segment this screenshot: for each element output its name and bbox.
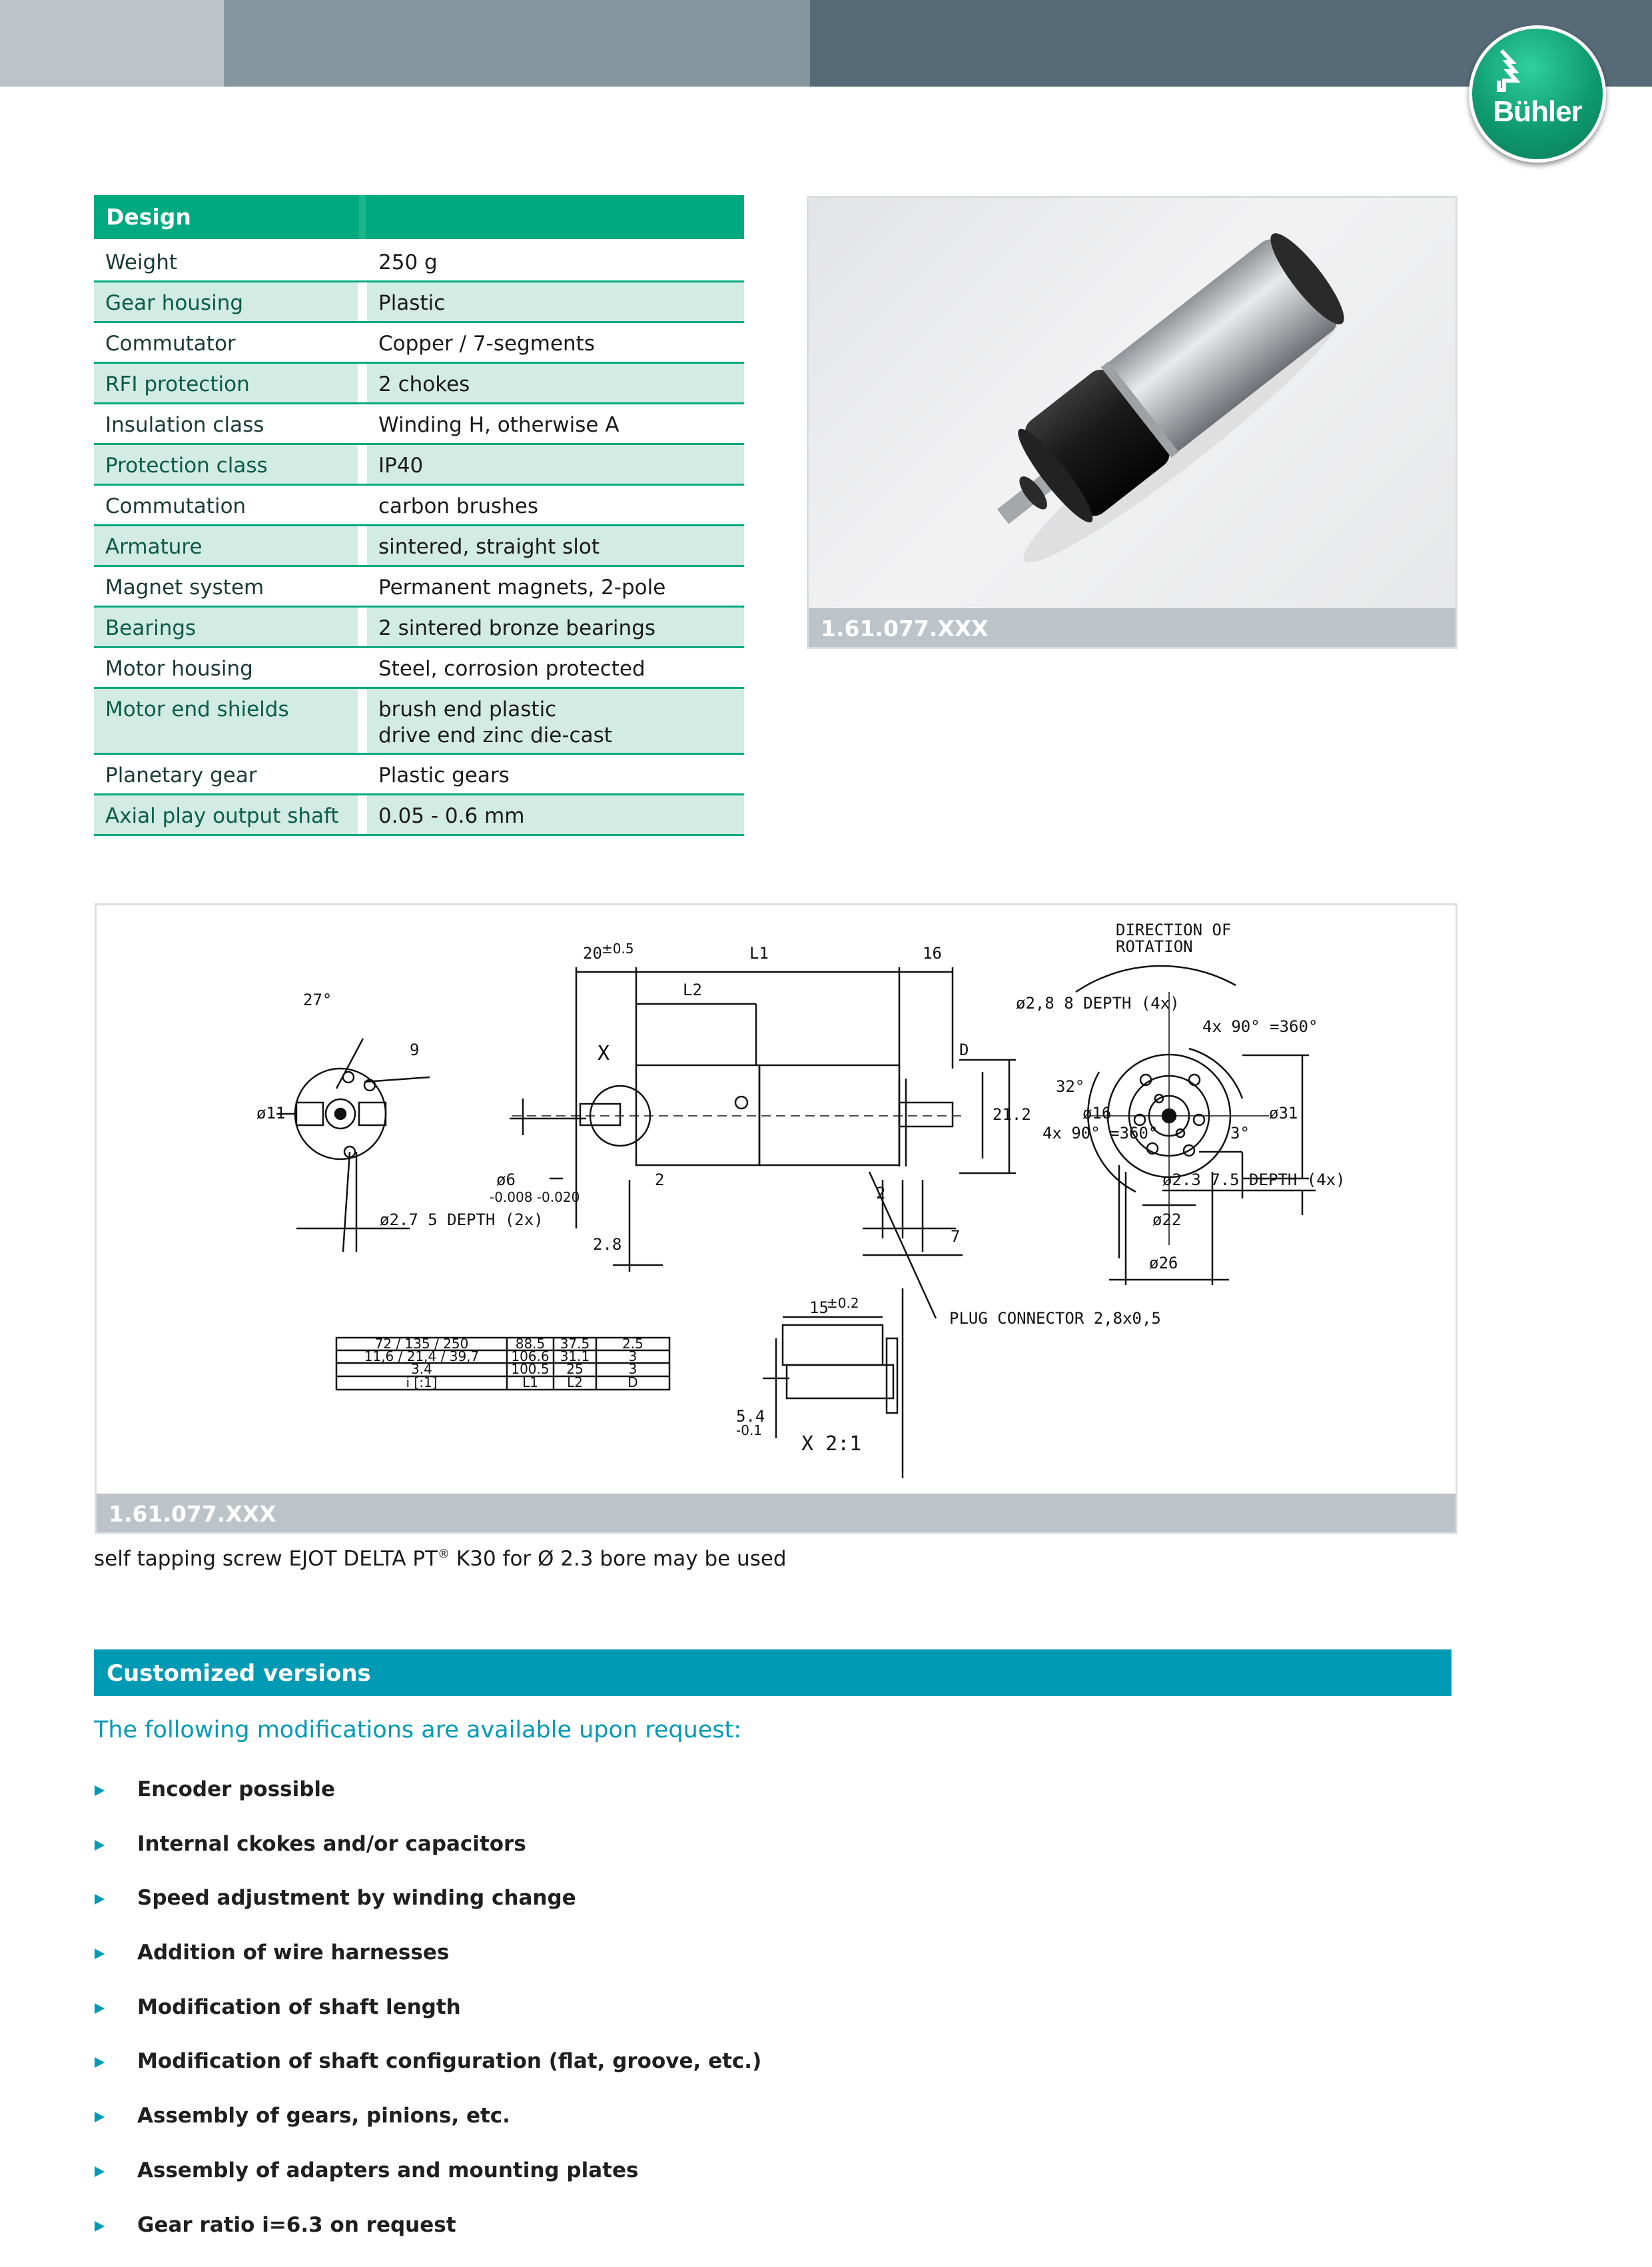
label-d11: ø11 [256,1104,286,1123]
modification-item-label: Assembly of gears, pinions, etc. [137,2104,510,2128]
design-row-key: Commutation [105,494,246,518]
bullet-triangle-icon [95,1785,105,1796]
design-row-key: Motor housing [105,657,253,681]
design-row-key: Protection class [94,445,358,484]
screw-note [94,1547,787,1571]
design-row-key: Insulation class [105,413,264,437]
bullet-triangle-icon [95,2003,105,2014]
bullet-triangle-icon [95,2112,105,2122]
design-rows [94,242,744,836]
ratio-table-cell: D [627,1374,638,1390]
photo-caption [809,608,1455,647]
design-row-key: Axial play output shaft [94,795,358,834]
ratio-table-cell: i [:1] [406,1374,438,1390]
ratio-table-cell: 72 / 135 / 250 [374,1336,469,1352]
ratio-table-cell: 106.6 [511,1348,550,1364]
label-dim-2b: 2 [876,1184,886,1202]
design-row [94,242,744,282]
label-dim-2a: 2 [655,1170,665,1189]
design-row [94,608,744,648]
label-dim-54: 5.4 [736,1407,765,1426]
modification-item-label: Encoder possible [137,1777,336,1801]
label-rotation: ROTATION [1116,937,1193,956]
label-d26: ø26 [1149,1254,1178,1272]
bullet-triangle-icon [95,2166,105,2177]
dimension-drawing [97,905,1455,1494]
label-dim-7: 7 [951,1227,961,1246]
design-row [94,567,744,608]
design-row-value: Winding H, otherwise A [378,413,620,437]
label-dim-20: 20 [583,944,602,963]
ratio-table-cell: 37.5 [560,1336,590,1352]
ratio-table-cell: 100.5 [511,1361,550,1377]
label-angle-32: 32° [1056,1077,1085,1096]
design-row-value: Steel, corrosion protected [378,657,645,681]
screw-note-text: self tapping screw EJOT DELTA PT [94,1547,438,1571]
technical-drawing [95,903,1457,1534]
label-d16: ø16 [1082,1104,1112,1123]
tree-icon [1488,47,1528,94]
label-plug-connector: PLUG CONNECTOR 2,8x0,5 [949,1309,1161,1328]
screw-note-text-2: K30 for Ø 2.3 bore may be used [450,1547,787,1571]
modification-item-label: Addition of wire harnesses [137,1941,450,1965]
design-row-key: Commutator [105,332,236,356]
design-row [94,795,744,836]
registered-mark: ® [438,1547,450,1562]
design-row-value: carbon brushes [378,494,539,518]
label-d22: ø22 [1152,1210,1182,1229]
modification-item-label: Speed adjustment by winding change [137,1886,576,1911]
design-row-key: Motor end shields [94,689,358,753]
design-row [94,445,744,486]
label-dim-15: 15 [809,1298,829,1317]
design-row-value: Permanent magnets, 2-pole [378,576,666,600]
design-row-value: Plastic [367,282,744,321]
label-d212: 21.2 [993,1105,1031,1124]
bullet-triangle-icon [95,1894,105,1905]
design-row-key: Armature [94,526,358,565]
design-row-value: 2 sintered bronze bearings [367,608,744,646]
gear-motor-image [809,198,1455,608]
bullet-triangle-icon [95,2057,105,2068]
design-row-value: sintered, straight slot [367,526,744,565]
modification-item-label: Modification of shaft length [137,1995,461,2019]
ratio-table-cell: 3 [628,1348,637,1364]
design-row-value: brush end plastic drive end zinc die-cast [367,689,744,753]
design-row [94,364,744,404]
design-row [94,648,744,689]
label-bore-left: ø2.7 5 DEPTH (2x) [380,1210,544,1229]
design-row-value: Plastic gears [378,763,510,787]
drawing-caption-text: 1.61.077.XXX [109,1501,276,1527]
design-row [94,282,744,323]
design-row-key: Weight [105,250,178,274]
design-table [94,195,744,836]
label-d6-tol: -0.008 -0.020 [490,1189,580,1205]
customized-versions-title: Customized versions [107,1660,371,1687]
ratio-table-cell: 25 [566,1361,584,1377]
ratio-table-cell: 11,6 / 21,4 / 39,7 [364,1348,480,1364]
label-angle-4x90b: 4x 90° =360° [1042,1124,1158,1142]
product-photo [807,196,1457,649]
label-angle-27: 27° [303,991,332,1009]
design-row-value: IP40 [367,445,744,484]
design-row-key: RFI protection [94,364,358,402]
label-dim-9: 9 [410,1041,420,1059]
modification-item-label: Assembly of adapters and mounting plates [137,2158,639,2182]
design-row [94,323,744,364]
label-dim-28: 2.8 [593,1235,622,1254]
design-row [94,526,744,567]
logo-text: Bühler [1493,95,1582,128]
photo-caption-text: 1.61.077.XXX [821,616,989,642]
label-d31: ø31 [1269,1104,1298,1123]
label-d: D [959,1041,969,1059]
design-row-value: Copper / 7-segments [378,332,595,356]
design-title: Design [94,195,359,239]
design-row-key: Planetary gear [105,763,257,787]
bullet-triangle-icon [95,1840,105,1851]
label-bore-top: ø2,8 8 DEPTH (4x) [1016,994,1180,1013]
design-row-key: Gear housing [94,282,358,321]
modification-item-label: Modification of shaft configuration (flat, groove, etc.) [137,2049,762,2074]
modification-item-label: Internal ckokes and/or capacitors [137,1831,526,1856]
design-table-header [94,195,744,242]
bullet-triangle-icon [95,1949,105,1959]
ratio-table-cell: 31.1 [560,1348,590,1364]
ratio-table-cell: L2 [567,1374,583,1390]
label-l2: L2 [683,981,702,999]
label-x: X [598,1042,610,1065]
label-bore-bottom: ø2.3 7.5 DEPTH (4x) [1162,1170,1346,1189]
bullet-triangle-icon [95,2221,105,2232]
design-row-key: Bearings [94,608,358,646]
motor-side-view [510,967,1016,1318]
design-row [94,486,744,526]
ratio-table-cell: 88.5 [515,1336,546,1352]
design-row [94,755,744,795]
header-band-segment-light [0,0,224,87]
modification-item-label: Gear ratio i=6.3 on request [137,2212,456,2237]
label-direction: DIRECTION OF [1116,921,1232,939]
design-row [94,689,744,755]
drawing-caption [97,1494,1455,1532]
label-d6: ø6 [496,1170,516,1189]
design-row-value: 250 g [378,250,438,274]
ratio-table-cell: 3 [628,1361,637,1377]
label-l1: L1 [749,944,769,963]
ratio-table-cell: 3.4 [411,1361,432,1377]
design-row-key: Magnet system [105,576,264,600]
header-band-segment-mid [224,0,810,87]
design-row [94,404,744,445]
label-dim-54-tol: -0.1 [736,1422,763,1438]
ratio-table-cell: 2.5 [622,1336,643,1352]
label-x-scale: X 2:1 [801,1432,862,1456]
label-dim-16: 16 [923,944,942,963]
label-angle-4x90: 4x 90° =360° [1202,1017,1318,1036]
label-dim-15-tol: ±0.2 [827,1295,859,1311]
header-band [0,0,1652,87]
buhler-logo [1469,25,1606,163]
design-row-value: 0.05 - 0.6 mm [367,795,744,834]
customized-versions-header [94,1649,1451,1696]
label-angle-3: 3° [1230,1124,1250,1142]
customized-intro: The following modifications are available upon request: [94,1717,742,1743]
ratio-table-cell: L1 [522,1374,538,1390]
design-row-value: 2 chokes [367,364,744,402]
label-dim-20-tol: ±0.5 [602,941,634,957]
